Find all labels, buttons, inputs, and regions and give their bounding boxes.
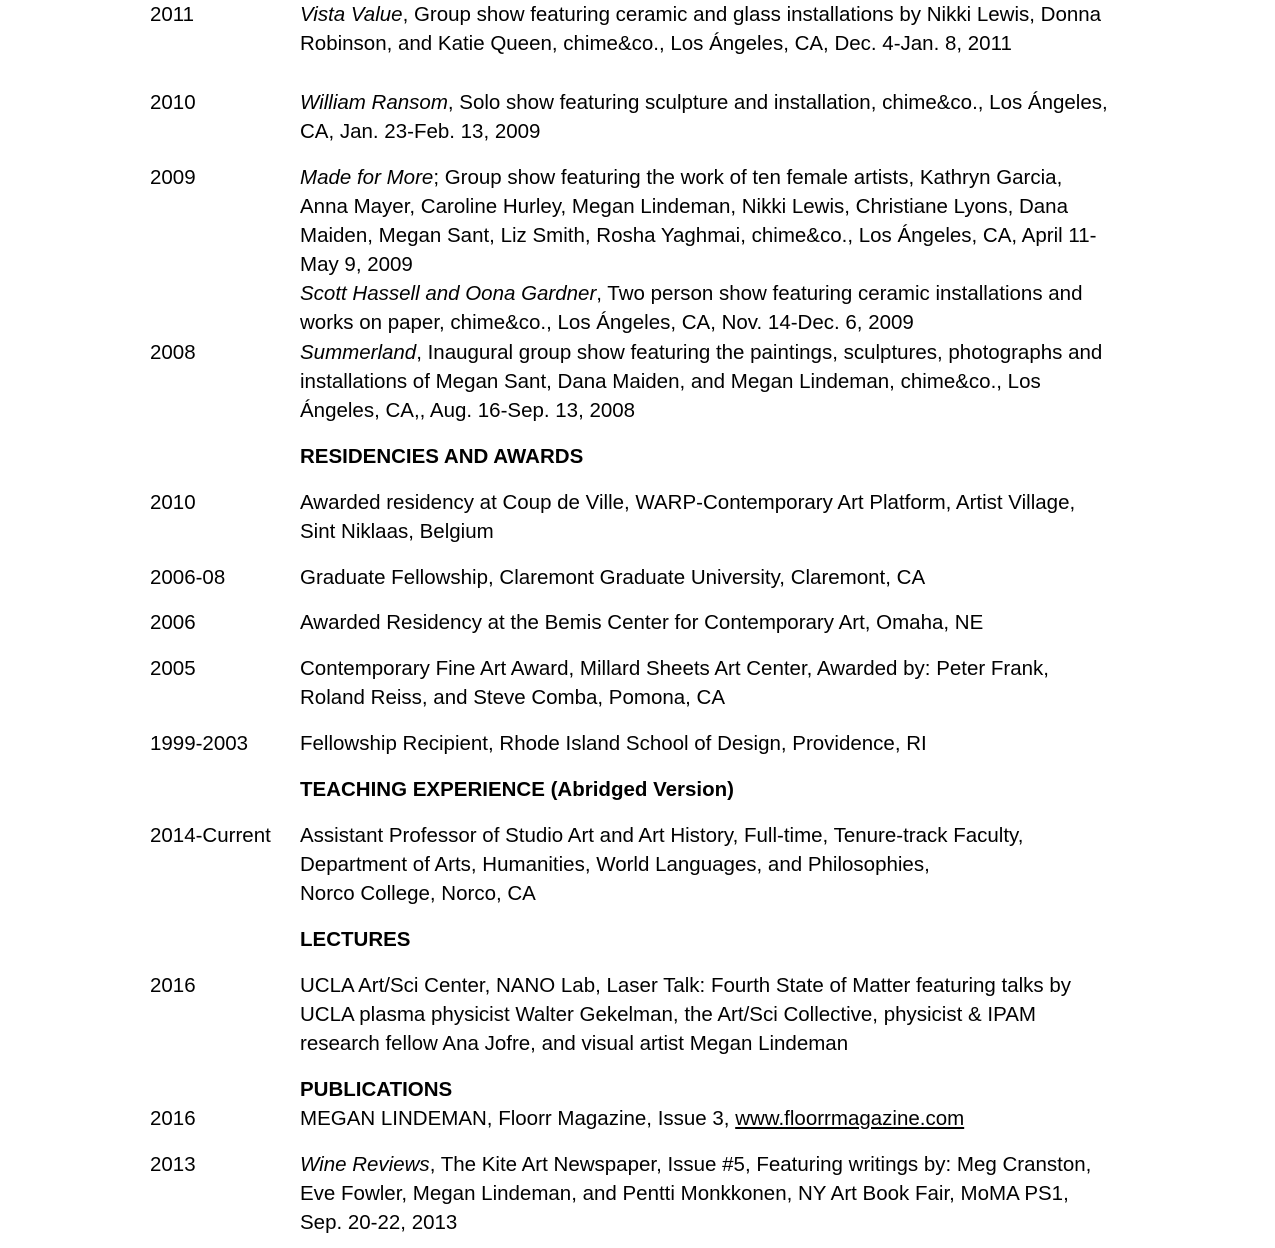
entry-line [300, 338, 1200, 367]
entry-line [300, 517, 1200, 546]
entry-body [300, 0, 1200, 58]
entry-text: Eve Fowler, Megan Lindeman, and Pentti Monkkonen, NY Art Book Fair, MoMA PS1, [300, 1182, 1069, 1205]
entry-text: Anna Mayer, Caroline Hurley, Megan Lindeman, Nikki Lewis, Christiane Lyons, Dana [300, 195, 1068, 218]
entry-line [300, 729, 1200, 758]
entry-year: 2005 [150, 657, 196, 680]
entry-body [300, 654, 1200, 712]
entry-title: Made for More [300, 166, 434, 189]
entry-text: , Solo show featuring sculpture and installation, chime&co., Los Ángeles, [447, 91, 1108, 114]
section-heading-wrap [300, 925, 1200, 954]
entry-year: 2011 [150, 3, 195, 26]
entry-line [300, 1179, 1200, 1208]
entry-text: Awarded Residency at the Bemis Center for Contemporary Art, Omaha, NE [300, 611, 984, 634]
entry-text: UCLA Art/Sci Center, NANO Lab, Laser Talk: Fourth State of Matter featuring talks by [300, 974, 1072, 997]
entry-line [300, 88, 1200, 117]
entry-year: 2014-Current [150, 824, 271, 847]
entry-text: Assistant Professor of Studio Art and Art History, Full-time, Tenure-track Faculty, [300, 824, 1024, 847]
entry-text: Robinson, and Katie Queen, chime&co., Los Ángeles, CA, Dec. 4-Jan. 8, 2011 [300, 32, 1012, 55]
entry-line [300, 279, 1200, 308]
entry-title: Summerland [300, 341, 417, 364]
entry-line [300, 971, 1200, 1000]
entry-body [300, 563, 1200, 592]
entry-text: ; Group show featuring the work of ten female artists, Kathryn Garcia, [433, 166, 1063, 189]
section-heading-wrap [300, 442, 1200, 471]
entry-line [300, 879, 1200, 908]
entry-line [300, 163, 1200, 192]
entry-body [300, 163, 1200, 279]
section-heading: LECTURES [300, 928, 411, 951]
entry-year: 2016 [150, 974, 196, 997]
entry-year: 2006 [150, 611, 196, 634]
entry-text: installations of Megan Sant, Dana Maiden, and Megan Lindeman, chime&co., Los [300, 370, 1041, 393]
entry-year: 2009 [150, 166, 196, 189]
entry-line [300, 683, 1200, 712]
entry-text: research fellow Ana Jofre, and visual artist Megan Lindeman [300, 1032, 849, 1055]
entry-line [300, 850, 1200, 879]
entry-title: Vista Value [300, 3, 403, 26]
entry-text: Sint Niklaas, Belgium [300, 520, 494, 543]
entry-text: Department of Arts, Humanities, World Languages, and Philosophies, [300, 853, 930, 876]
entry-line [300, 608, 1200, 637]
section-heading: RESIDENCIES AND AWARDS [300, 445, 584, 468]
entry-year: 2010 [150, 491, 196, 514]
entry-year: 2013 [150, 1153, 196, 1176]
entry-line [300, 654, 1200, 683]
entry-line [300, 821, 1200, 850]
entry-year: 1999-2003 [150, 732, 249, 755]
entry-body [300, 338, 1200, 425]
entry-text: Awarded residency at Coup de Ville, WARP-Contemporary Art Platform, Artist Village, [300, 491, 1076, 514]
entry-text: , The Kite Art Newspaper, Issue #5, Featuring writings by: Meg Cranston, [429, 1153, 1092, 1176]
entry-text: Norco College, Norco, CA [300, 882, 536, 905]
entry-text: , Group show featuring ceramic and glass installations by Nikki Lewis, Donna [402, 3, 1102, 26]
entry-title: Wine Reviews [300, 1153, 430, 1176]
entry-line [300, 396, 1200, 425]
entry-line [300, 250, 1200, 279]
entry-text: Roland Reiss, and Steve Comba, Pomona, CA [300, 686, 726, 709]
entry-line [300, 117, 1200, 146]
entry-text: Maiden, Megan Sant, Liz Smith, Rosha Yaghmai, chime&co., Los Ángeles, CA, April 11- [300, 224, 1097, 247]
entry-line [300, 1104, 1200, 1133]
entry-body [300, 1104, 1200, 1133]
entry-body [300, 821, 1200, 908]
entry-line [300, 221, 1200, 250]
floorr-magazine-link[interactable]: www.floorrmagazine.com [735, 1107, 965, 1130]
entry-text: works on paper, chime&co., Los Ángeles, CA, Nov. 14-Dec. 6, 2009 [300, 311, 914, 334]
entry-text: , Two person show featuring ceramic installations and [596, 282, 1083, 305]
entry-line [300, 1150, 1200, 1179]
entry-body [300, 488, 1200, 546]
section-heading: PUBLICATIONS [300, 1078, 453, 1101]
entry-line [300, 563, 1200, 592]
entry-body [300, 971, 1200, 1058]
entry-text: , Inaugural group show featuring the paintings, sculptures, photographs and [416, 341, 1103, 364]
entry-body [300, 88, 1200, 146]
entry-line [300, 1000, 1200, 1029]
entry-line [300, 1029, 1200, 1058]
entry-body [300, 279, 1200, 337]
entry-line [300, 29, 1200, 58]
entry-line [300, 1208, 1200, 1237]
entry-year: 2006-08 [150, 566, 226, 589]
entry-line [300, 367, 1200, 396]
entry-text: Graduate Fellowship, Claremont Graduate University, Claremont, CA [300, 566, 926, 589]
section-heading-wrap [300, 775, 1200, 804]
entry-year: 2016 [150, 1107, 196, 1130]
entry-year: 2010 [150, 91, 196, 114]
entry-line [300, 192, 1200, 221]
entry-year: 2008 [150, 341, 196, 364]
section-heading: TEACHING EXPERIENCE (Abridged Version) [300, 778, 734, 801]
entry-body [300, 1150, 1200, 1237]
entry-text: Fellowship Recipient, Rhode Island School of Design, Providence, RI [300, 732, 927, 755]
entry-text: Contemporary Fine Art Award, Millard Sheets Art Center, Awarded by: Peter Frank, [300, 657, 1049, 680]
entry-body [300, 608, 1200, 637]
entry-body [300, 729, 1200, 758]
entry-text: CA, Jan. 23-Feb. 13, 2009 [300, 120, 541, 143]
entry-text: UCLA plasma physicist Walter Gekelman, the Art/Sci Collective, physicist & IPAM [300, 1003, 1036, 1026]
entry-title: Scott Hassell and Oona Gardner [300, 282, 597, 305]
entry-text: MEGAN LINDEMAN, Floorr Magazine, Issue 3, [300, 1107, 736, 1130]
entry-text: Ángeles, CA,, Aug. 16-Sep. 13, 2008 [300, 399, 636, 422]
entry-text: Sep. 20-22, 2013 [300, 1211, 458, 1234]
entry-text: May 9, 2009 [300, 253, 413, 276]
section-heading-wrap [300, 1075, 1200, 1104]
entry-line [300, 488, 1200, 517]
entry-line [300, 308, 1200, 337]
entry-title: William Ransom [300, 91, 448, 114]
entry-line [300, 0, 1200, 29]
